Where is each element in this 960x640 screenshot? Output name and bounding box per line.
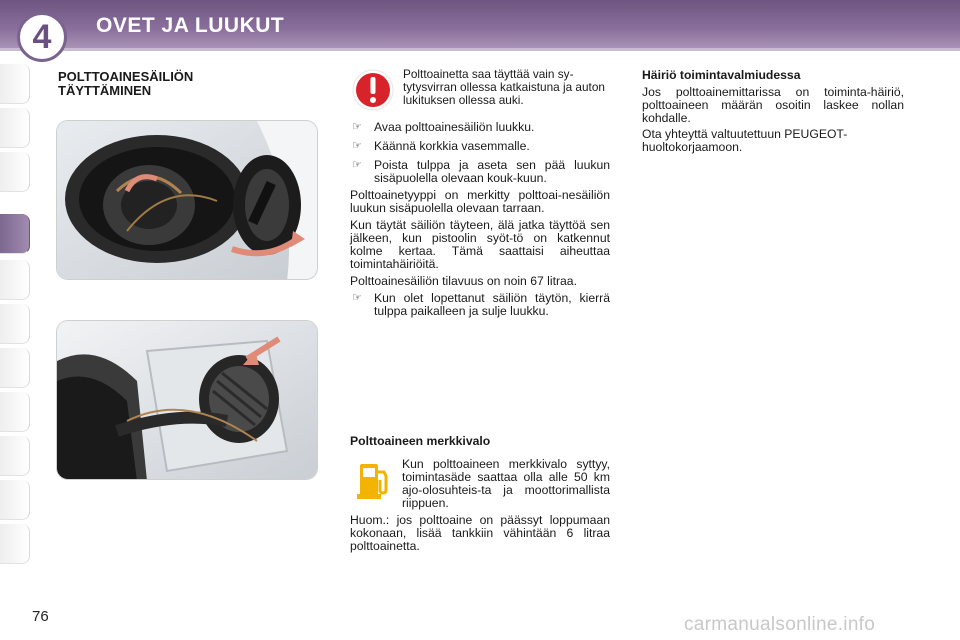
chapter-tab[interactable]	[0, 152, 30, 192]
pointing-hand-icon: ☞	[352, 140, 362, 152]
fuel-pump-icon	[352, 458, 394, 507]
fuel-light-text: Kun polttoaineen merkkivalo syttyy, toimintasäde saattaa olla alle 50 km ajo-olosuhteis-ta ja moottorimallista riippuen.	[402, 457, 610, 510]
chapter-tab-active[interactable]	[0, 214, 30, 254]
fuel-flap-photo-2	[56, 320, 318, 480]
header-divider	[0, 48, 960, 51]
chapter-number-badge: 4	[17, 12, 67, 62]
chapter-tab[interactable]	[0, 480, 30, 520]
steps-list	[350, 121, 610, 318]
chapter-tabs	[0, 64, 34, 576]
chapter-tab[interactable]	[0, 64, 30, 104]
chapter-tab[interactable]	[0, 348, 30, 388]
chapter-tab[interactable]	[0, 436, 30, 476]
paragraph: Polttoainesäiliön tilavuus on noin 67 litraa.	[350, 274, 577, 288]
chapter-tab[interactable]	[0, 304, 30, 344]
chapter-title: OVET JA LUUKUT	[96, 14, 285, 37]
malfunction-heading: Häiriö toimintavalmiudessa	[642, 68, 801, 82]
fuel-flap-photo-1	[56, 120, 318, 280]
list-item: ☞ Avaa polttoainesäiliön luukku.	[352, 120, 535, 134]
paragraph: Kun täytät säiliön täyteen, älä jatka täyttöä sen jälkeen, kun pistoolin syöt-tö on katkennut kolme kertaa. Tämä saattaisi aiheuttaa toimintahäiriöitä.	[350, 218, 610, 271]
list-item: ☞ Käännä korkkia vasemmalle.	[352, 139, 530, 153]
chapter-tab[interactable]	[0, 108, 30, 148]
warning-note: Polttoainetta saa täyttää vain sy-tytysvirran ollessa katkaistuna ja auton lukituksen ollessa auki.	[403, 67, 605, 107]
watermark: carmanualsonline.info	[684, 614, 876, 635]
pointing-hand-icon: ☞	[352, 292, 362, 304]
chapter-tab[interactable]	[0, 260, 30, 300]
pointing-hand-icon: ☞	[352, 159, 362, 171]
list-item: ☞ Poista tulppa ja aseta sen pää luukun sisäpuolella olevaan kouk-kuun.	[352, 158, 610, 185]
warning-exclamation-icon	[352, 69, 394, 116]
malfunction-contact: Ota yhteyttä valtuutettuun PEUGEOT-huoltokorjaamoon.	[642, 127, 848, 154]
pointing-hand-icon: ☞	[352, 121, 362, 133]
chapter-tab[interactable]	[0, 524, 30, 564]
section-title: POLTTOAINESÄILIÖN TÄYTTÄMINEN	[58, 69, 194, 98]
chapter-tab[interactable]	[0, 392, 30, 432]
paragraph: Polttoainetyyppi on merkitty polttoai-nesäiliön luukun sisäpuolella olevaan tarraan.	[350, 188, 610, 215]
list-item: ☞ Kun olet lopettanut säiliön täytön, kierrä tulppa paikalleen ja sulje luukku.	[352, 291, 610, 318]
malfunction-text: Jos polttoainemittarissa on toiminta-häiriö, polttoaineen määrän osoitin laskee nollan kohdalle.	[642, 85, 904, 125]
page-number: 76	[32, 608, 49, 625]
fuel-light-heading: Polttoaineen merkkivalo	[350, 434, 491, 448]
fuel-light-note: Huom.: jos polttoaine on päässyt loppumaan kokonaan, lisää tankkiin vähintään 6 litraa polttoainetta.	[350, 513, 610, 553]
